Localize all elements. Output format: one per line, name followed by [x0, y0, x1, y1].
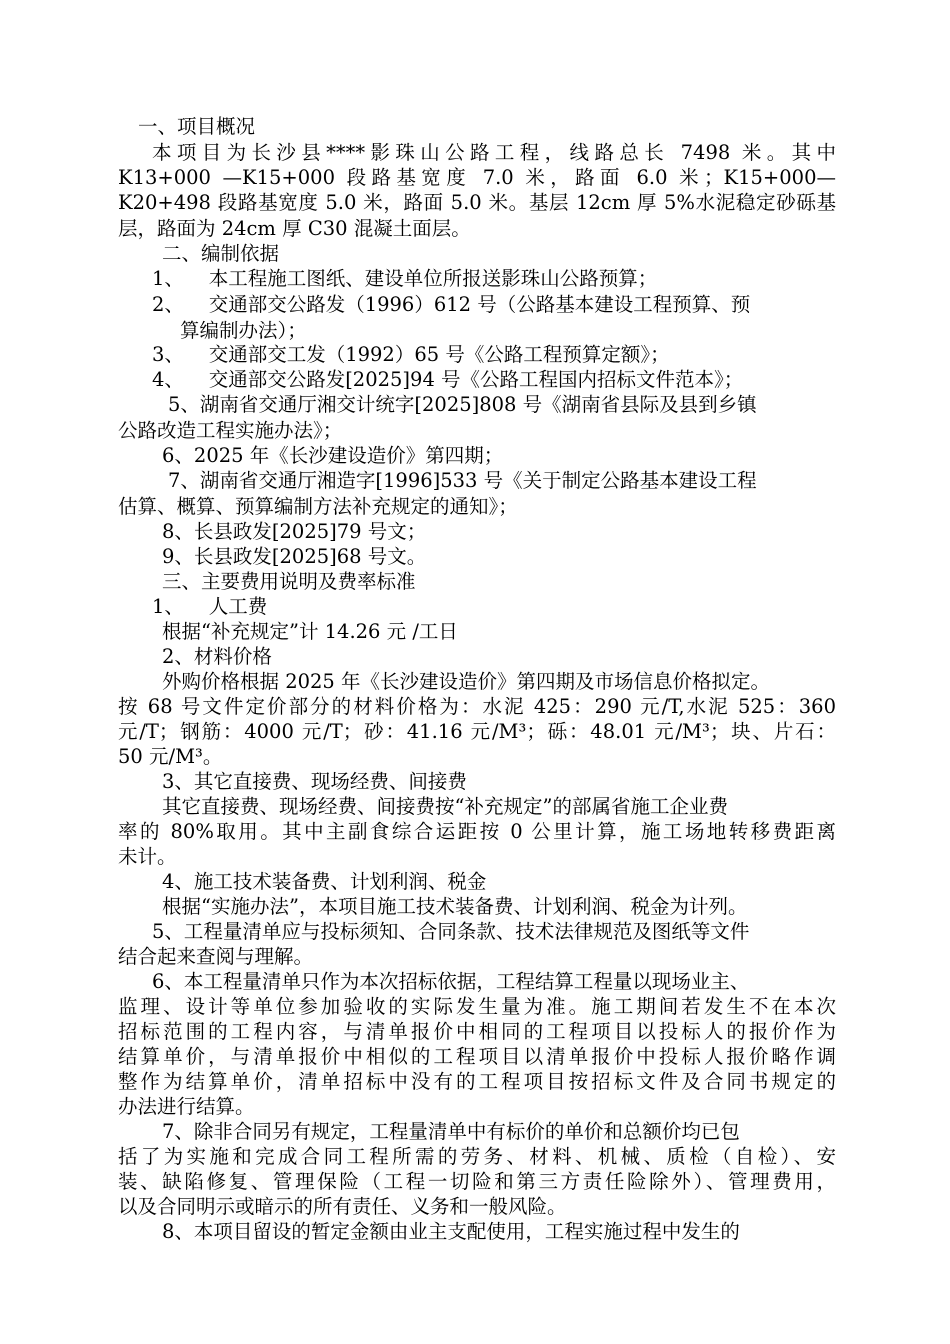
list-item: 7、湖南省交通厅湘造字[1996]533 号《关于制定公路基本建设工程: [168, 469, 757, 492]
subheading: 4、施工技术装备费、计划利润、税金: [162, 870, 487, 893]
subheading: 3、其它直接费、现场经费、间接费: [162, 770, 467, 793]
paragraph-line: 层，路面为 24cm 厚 C30 混凝土面层。: [118, 217, 471, 240]
list-item: 估算、概算、预算编制方法补充规定的通知》；: [118, 495, 518, 518]
paragraph-line: 5、工程量清单应与投标须知、合同条款、技术法律规范及图纸等文件: [152, 920, 750, 943]
subheading: 2、材料价格: [162, 645, 272, 668]
subheading: 1、 人工费: [152, 595, 268, 618]
list-item: 9、长县政发[2025]68 号文。: [162, 545, 427, 568]
paragraph-line: 括了为实施和完成合同工程所需的劳务、材料、机械、质检（自检）、安: [118, 1145, 836, 1168]
paragraph-line: 根据“实施办法”，本项目施工技术装备费、计划利润、税金为计列。: [162, 895, 748, 918]
paragraph-line: 8、本项目留设的暂定金额由业主支配使用，工程实施过程中发生的: [162, 1220, 740, 1243]
paragraph-line: 结合起来查阅与理解。: [118, 945, 314, 968]
paragraph-line: 招标范围的工程内容，与清单报价中相同的工程项目以投标人的报价作为: [118, 1020, 836, 1043]
paragraph-line: 按 68 号文件定价部分的材料价格为：水泥 425：290 元/T,水泥 525：360: [118, 695, 836, 718]
paragraph-line: 未计。: [118, 845, 177, 868]
paragraph-line: 6、本工程量清单只作为本次招标依据，工程结算工程量以现场业主、: [152, 970, 750, 993]
paragraph-line: 办法进行结算。: [118, 1095, 255, 1118]
paragraph-line: 监理、设计等单位参加验收的实际发生量为准。施工期间若发生不在本次: [118, 995, 836, 1018]
paragraph-line: 整作为结算单价，清单招标中没有的工程项目按招标文件及合同书规定的: [118, 1070, 836, 1093]
list-item: 5、湖南省交通厅湘交计统字[2025]808 号《湖南省县际及县到乡镇: [168, 393, 757, 416]
paragraph-line: 装、缺陷修复、管理保险（工程一切险和第三方责任险除外）、管理费用，: [118, 1170, 836, 1193]
paragraph-line: 以及合同明示或暗示的所有责任、义务和一般风险。: [118, 1195, 567, 1218]
list-item: 1、 本工程施工图纸、建设单位所报送影珠山公路预算；: [152, 267, 658, 290]
list-item: 8、长县政发[2025]79 号文；: [162, 520, 427, 543]
paragraph-line: 结算单价，与清单报价中相似的工程项目以清单报价中投标人报价略作调: [118, 1045, 836, 1068]
heading-fees: 三、主要费用说明及费率标准: [162, 570, 416, 593]
list-item: 4、 交通部交公路发[2025]94 号《公路工程国内招标文件范本》；: [152, 368, 744, 391]
paragraph-line: 外购价格根据 2025 年《长沙建设造价》第四期及市场信息价格拟定。: [162, 670, 771, 693]
paragraph-line: K13+000 —K15+000 段路基宽度 7.0 米，路面 6.0 米；K15+000—: [118, 166, 836, 189]
list-item: 公路改造工程实施办法》；: [118, 419, 343, 442]
paragraph-line: 元/T；钢筋：4000 元/T；砂：41.16 元/M³；砾：48.01 元/M³；块、片石：: [118, 720, 836, 743]
list-item: 算编制办法）；: [180, 319, 307, 342]
heading-project-overview: 一、项目概况: [138, 115, 256, 138]
paragraph-line: 50 元/M³。: [118, 745, 223, 768]
paragraph-line: 本项目为长沙县****影珠山公路工程，线路总长 7498 米。其中: [152, 141, 836, 164]
heading-basis: 二、编制依据: [162, 242, 280, 265]
list-item: 2、 交通部交公路发（1996）612 号（公路基本建设工程预算、预: [152, 293, 751, 316]
paragraph-line: 率的 80%取用。其中主副食综合运距按 0 公里计算，施工场地转移费距离: [118, 820, 836, 843]
paragraph-line: 其它直接费、现场经费、间接费按“补充规定”的部属省施工企业费: [162, 795, 728, 818]
paragraph-line: 7、除非合同另有规定，工程量清单中有标价的单价和总额价均已包: [162, 1120, 740, 1143]
paragraph-line: K20+498 段路基宽度 5.0 米，路面 5.0 米。基层 12cm 厚 5%水泥稳定砂砾基: [118, 191, 836, 214]
list-item: 3、 交通部交工发（1992）65 号《公路工程预算定额》；: [152, 343, 670, 366]
list-item: 6、2025 年《长沙建设造价》第四期；: [162, 444, 504, 467]
paragraph-line: 根据“补充规定”计 14.26 元 /工日: [162, 620, 458, 643]
